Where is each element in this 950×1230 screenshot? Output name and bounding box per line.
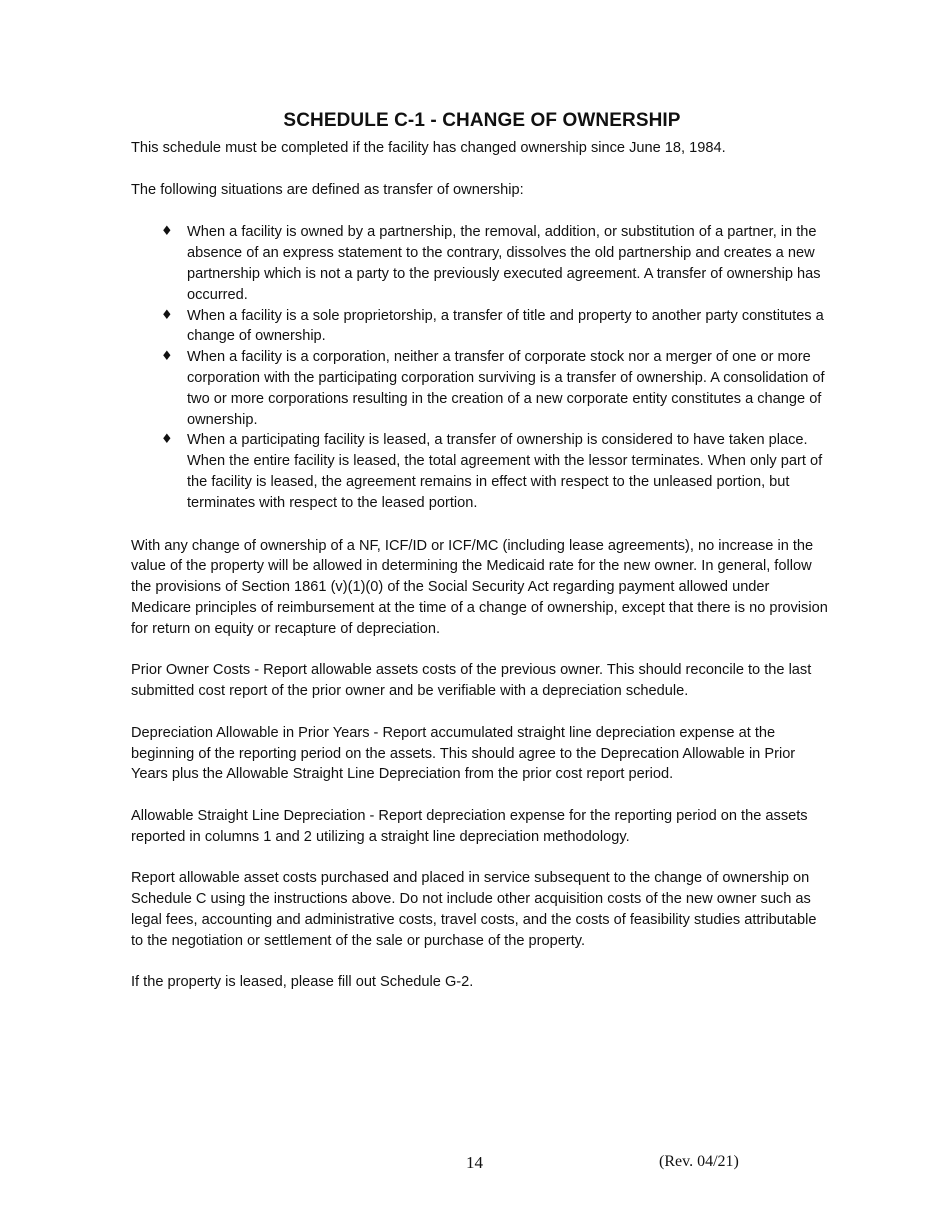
diamond-bullet-icon: ♦ — [161, 224, 173, 240]
diamond-bullet-icon: ♦ — [161, 307, 173, 323]
page-title: SCHEDULE C-1 - CHANGE OF OWNERSHIP — [283, 110, 681, 131]
list-item-text: When a facility is a corporation, neither a transfer of corporate stock nor a merger of one or more corporation with the participating corporation surviving is a transfer of ownership. A consolidation of two or more corporations resulting in the creation of a new corporate entity constitutes a change of ownership. — [187, 349, 825, 428]
page-number: 14 — [466, 1153, 483, 1172]
change-of-ownership-paragraph: With any change of ownership of a NF, ICF/ID or ICF/MC (including lease agreements), no increase in the value of the property will be allowed in determining the Medicaid rate for the new owner. In general, follow the provisions of Section 1861 (v)(1)(0) of the Social Security Act regarding payment allowed under Medicare principles of reimbursement at the time of a change of ownership, except that there is no provision for return on equity or recapture of depreciation. — [131, 537, 828, 637]
prior-owner-costs-paragraph: Prior Owner Costs - Report allowable assets costs of the previous owner. This should reconcile to the last submitted cost report of the prior owner and be verifiable with a depreciation schedule. — [131, 662, 812, 700]
lease-note-paragraph: If the property is leased, please fill out Schedule G-2. — [131, 974, 474, 991]
list-item — [161, 222, 831, 305]
list-item — [161, 306, 831, 348]
document-body — [131, 110, 831, 993]
list-item-text: When a facility is a sole proprietorship, a transfer of title and property to another party constitutes a change of ownership. — [187, 307, 824, 345]
diamond-bullet-icon: ♦ — [161, 349, 173, 365]
revision-date: (Rev. 04/21) — [659, 1153, 739, 1170]
list-item — [161, 347, 831, 430]
intro-paragraph: This schedule must be completed if the facility has changed ownership since June 18, 1984. — [131, 140, 726, 156]
straight-line-depreciation-paragraph: Allowable Straight Line Depreciation - Report depreciation expense for the reporting period on the assets reported in columns 1 and 2 utilizing a straight line depreciation methodology. — [131, 807, 808, 845]
definition-lead: The following situations are defined as transfer of ownership: — [131, 181, 524, 198]
list-item-text: When a participating facility is leased, a transfer of ownership is considered to have taken place. When the entire facility is leased, the total agreement with the lessor terminates. When only part of the facility is leased, the agreement remains in effect with respect to the unleased portion, but terminates with respect to the leased portion. — [187, 432, 823, 511]
depreciation-prior-years-paragraph: Depreciation Allowable in Prior Years - Report accumulated straight line depreciation expense at the beginning of the reporting period on the assets. This should agree to the Deprecation Allowable in Prior Years plus the Allowable Straight Line Depreciation from the prior cost report period. — [131, 724, 796, 783]
subsequent-costs-paragraph: Report allowable asset costs purchased and placed in service subsequent to the change of ownership on Schedule C using the instructions above. Do not include other acquisition costs of the new owner such as legal fees, accounting and administrative costs, travel costs, and the costs of feasibility studies attributable to the negotiation or settlement of the sale or purchase of the property. — [131, 870, 817, 949]
diamond-bullet-icon: ♦ — [161, 432, 173, 448]
list-item-text: When a facility is owned by a partnership, the removal, addition, or substitution of a partner, in the absence of an express statement to the contrary, dissolves the old partnership and creates a new partnership which is not a party to the previously executed agreement. A transfer of ownership has occurred. — [187, 224, 821, 303]
ownership-transfer-list — [131, 222, 831, 513]
list-item — [161, 430, 831, 513]
